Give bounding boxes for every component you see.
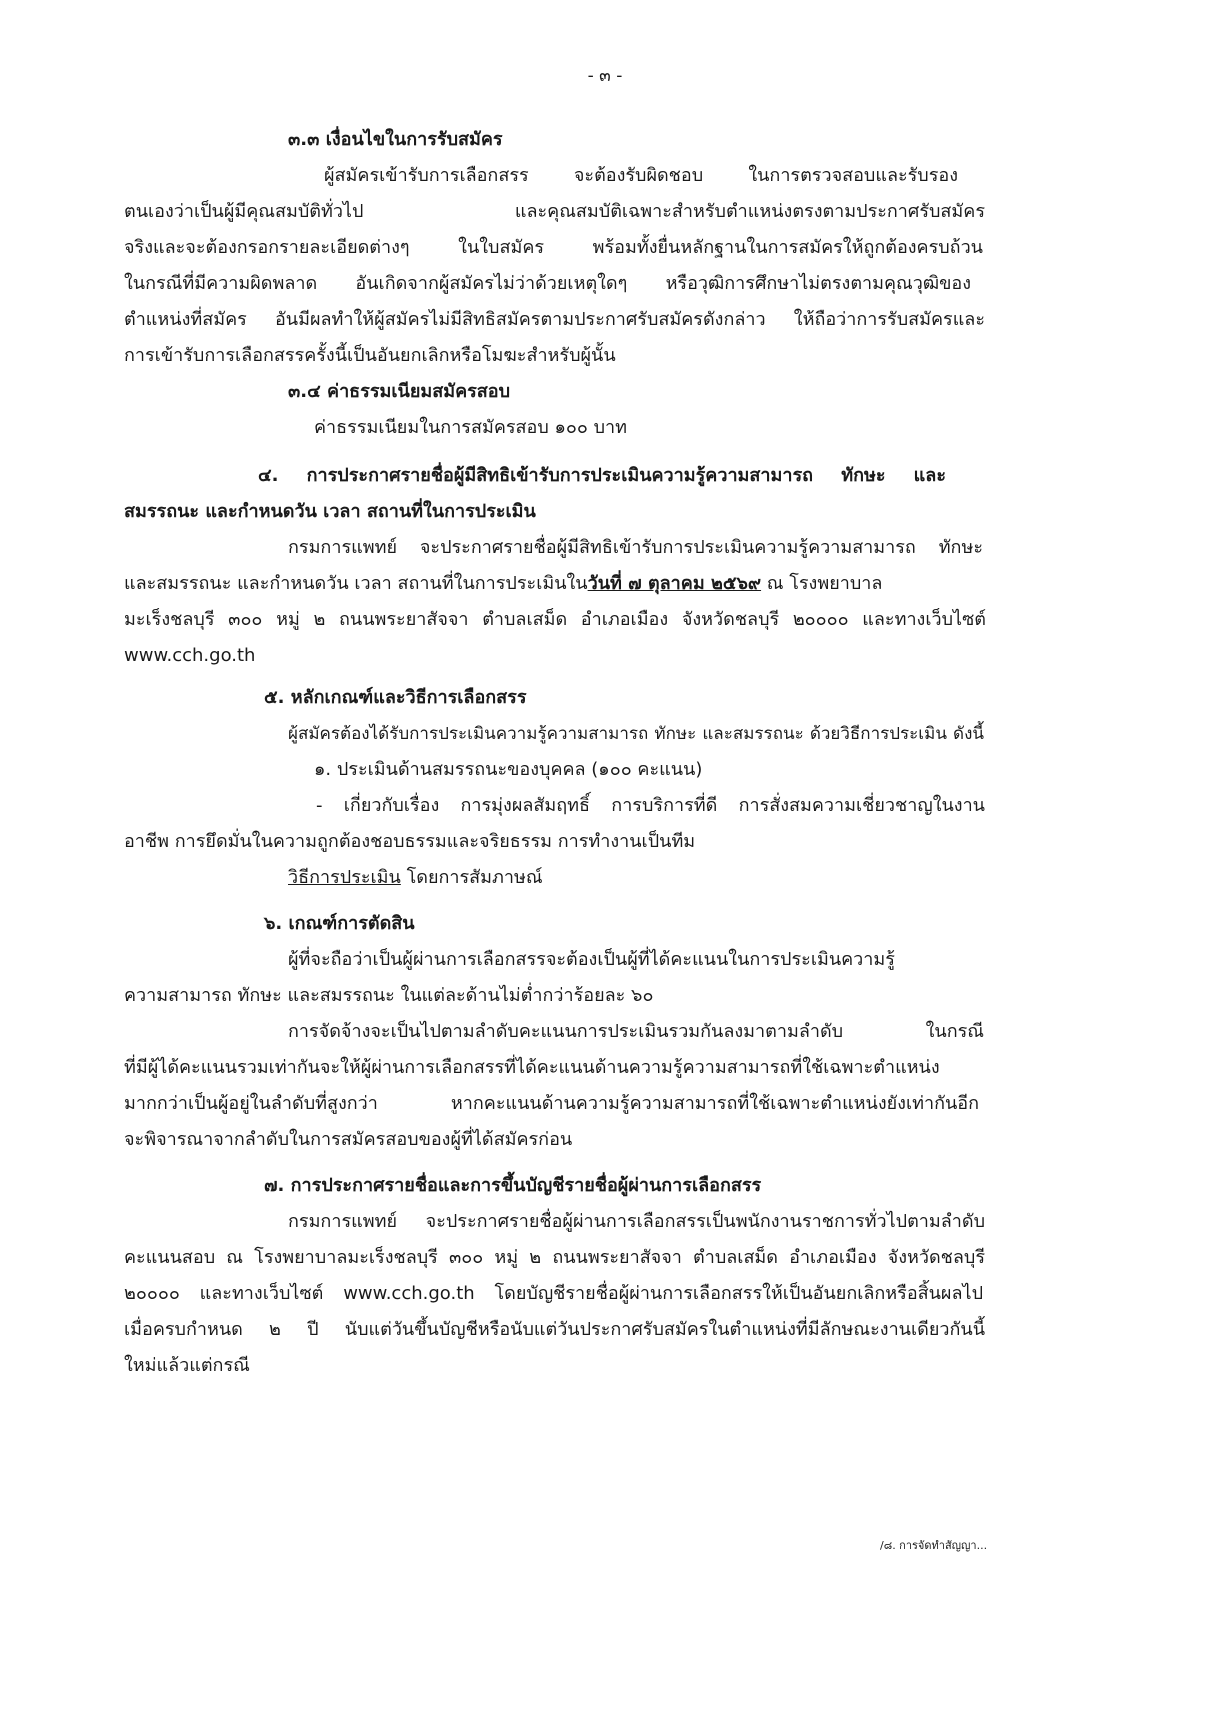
- section-4-line: และสมรรถนะ และกำหนดวัน เวลา สถานที่ในการประเมินในวันที่ ๗ ตุลาคม ๒๕๖๙ ณ โรงพยาบาล: [124, 573, 883, 594]
- continuation-note: /๘. การจัดทำสัญญา...: [880, 1539, 988, 1552]
- section-3-3-line: ตำแหน่งที่สมัคร อันมีผลทำให้ผู้สมัครไม่มีสิทธิสมัครตามประกาศรับสมัครดังกล่าว ให้ถือว่าการรับสมัครและ: [124, 309, 985, 330]
- section-4-heading-cont: สมรรถนะ และกำหนดวัน เวลา สถานที่ในการประเมิน: [124, 501, 536, 522]
- section-4-heading: ๔. การประกาศรายชื่อผู้มีสิทธิเข้ารับการประเมินความรู้ความสามารถ ทักษะ และ: [258, 465, 946, 486]
- section-5-heading: ๕. หลักเกณฑ์และวิธีการเลือกสรร: [264, 687, 527, 708]
- announcement-date: วันที่ ๗ ตุลาคม ๒๕๖๙: [587, 573, 762, 594]
- section-6-heading: ๖. เกณฑ์การตัดสิน: [264, 913, 415, 934]
- website-url: www.cch.go.th: [124, 645, 256, 666]
- section-3-3-line: ในกรณีที่มีความผิดพลาด อันเกิดจากผู้สมัครไม่ว่าด้วยเหตุใดๆ หรือวุฒิการศึกษาไม่ตรงตามคุณวุฒิของ: [124, 273, 971, 294]
- section-3-4-heading: ๓.๔ ค่าธรรมเนียมสมัครสอบ: [288, 381, 511, 402]
- section-6-line: ความสามารถ ทักษะ และสมรรถนะ ในแต่ละด้านไม่ต่ำกว่าร้อยละ ๖๐: [124, 985, 654, 1006]
- section-5-line: ๑. ประเมินด้านสมรรถนะของบุคคล (๑๐๐ คะแนน): [314, 759, 703, 780]
- section-5-line: อาชีพ การยึดมั่นในความถูกต้องชอบธรรมและจริยธรรม การทำงานเป็นทีม: [124, 831, 696, 852]
- section-5-line: - เกี่ยวกับเรื่อง การมุ่งผลสัมฤทธิ์ การบริการที่ดี การสั่งสมความเชี่ยวชาญในงาน: [316, 795, 985, 816]
- section-7-line: เมื่อครบกำหนด ๒ ปี นับแต่วันขึ้นบัญชีหรือนับแต่วันประกาศรับสมัครในตำแหน่งที่มีลักษณะงานเดียวกันนี้: [124, 1319, 985, 1340]
- section-7-heading: ๗. การประกาศรายชื่อและการขึ้นบัญชีรายชื่อผู้ผ่านการเลือกสรร: [264, 1175, 762, 1196]
- section-7-line: ใหม่แล้วแต่กรณี: [124, 1355, 250, 1376]
- page-number: - ๓ -: [587, 66, 623, 86]
- section-6-line: จะพิจารณาจากลำดับในการสมัครสอบของผู้ที่ได้สมัครก่อน: [124, 1129, 573, 1150]
- section-4-line: มะเร็งชลบุรี ๓๐๐ หมู่ ๒ ถนนพระยาสัจจา ตำบลเสม็ด อำเภอเมือง จังหวัดชลบุรี ๒๐๐๐๐ และทางเว็บไซต์: [124, 609, 986, 630]
- section-6-line: ผู้ที่จะถือว่าเป็นผู้ผ่านการเลือกสรรจะต้องเป็นผู้ที่ได้คะแนนในการประเมินความรู้: [288, 949, 895, 970]
- section-3-4-fee: ค่าธรรมเนียมในการสมัครสอบ ๑๐๐ บาท: [314, 417, 627, 438]
- section-3-3-line: จริงและจะต้องกรอกรายละเอียดต่างๆ ในใบสมัคร พร้อมทั้งยื่นหลักฐานในการสมัครให้ถูกต้องครบถ้วน: [124, 237, 983, 258]
- section-3-3-heading: ๓.๓ เงื่อนไขในการรับสมัคร: [288, 129, 503, 150]
- section-6-line: การจัดจ้างจะเป็นไปตามลำดับคะแนนการประเมินรวมกันลงมาตามลำดับ ในกรณี: [288, 1021, 984, 1042]
- section-6-line: ที่มีผู้ได้คะแนนรวมเท่ากันจะให้ผู้ผ่านการเลือกสรรที่ได้คะแนนด้านความรู้ความสามารถที่ใช้เฉพาะตำแหน่ง: [124, 1057, 940, 1078]
- section-7-line: คะแนนสอบ ณ โรงพยาบาลมะเร็งชลบุรี ๓๐๐ หมู่ ๒ ถนนพระยาสัจจา ตำบลเสม็ด อำเภอเมือง จังหวัดชลบุรี: [124, 1247, 985, 1268]
- section-5-method: วิธีการประเมิน โดยการสัมภาษณ์: [288, 867, 543, 888]
- section-5-line: ผู้สมัครต้องได้รับการประเมินความรู้ความสามารถ ทักษะ และสมรรถนะ ด้วยวิธีการประเมิน ดังนี้: [288, 724, 984, 744]
- section-7-line: ๒๐๐๐๐ และทางเว็บไซต์ www.cch.go.th โดยบัญชีรายชื่อผู้ผ่านการเลือกสรรให้เป็นอันยกเลิกหรือสิ้นผลไป: [124, 1283, 983, 1304]
- section-3-3-line: การเข้ารับการเลือกสรรครั้งนี้เป็นอันยกเลิกหรือโมฆะสำหรับผู้นั้น: [124, 345, 616, 366]
- section-3-3-line: ตนเองว่าเป็นผู้มีคุณสมบัติทั่วไป และคุณสมบัติเฉพาะสำหรับตำแหน่งตรงตามประกาศรับสมัคร: [124, 201, 985, 222]
- section-4-line: กรมการแพทย์ จะประกาศรายชื่อผู้มีสิทธิเข้ารับการประเมินความรู้ความสามารถ ทักษะ: [288, 537, 983, 558]
- section-3-3-line: ผู้สมัครเข้ารับการเลือกสรร จะต้องรับผิดชอบ ในการตรวจสอบและรับรอง: [324, 165, 958, 186]
- section-7-line: กรมการแพทย์ จะประกาศรายชื่อผู้ผ่านการเลือกสรรเป็นพนักงานราชการทั่วไปตามลำดับ: [288, 1211, 985, 1232]
- section-6-line: มากกว่าเป็นผู้อยู่ในลำดับที่สูงกว่า หากคะแนนด้านความรู้ความสามารถที่ใช้เฉพาะตำแหน่งยังเท่ากันอีก: [124, 1093, 979, 1114]
